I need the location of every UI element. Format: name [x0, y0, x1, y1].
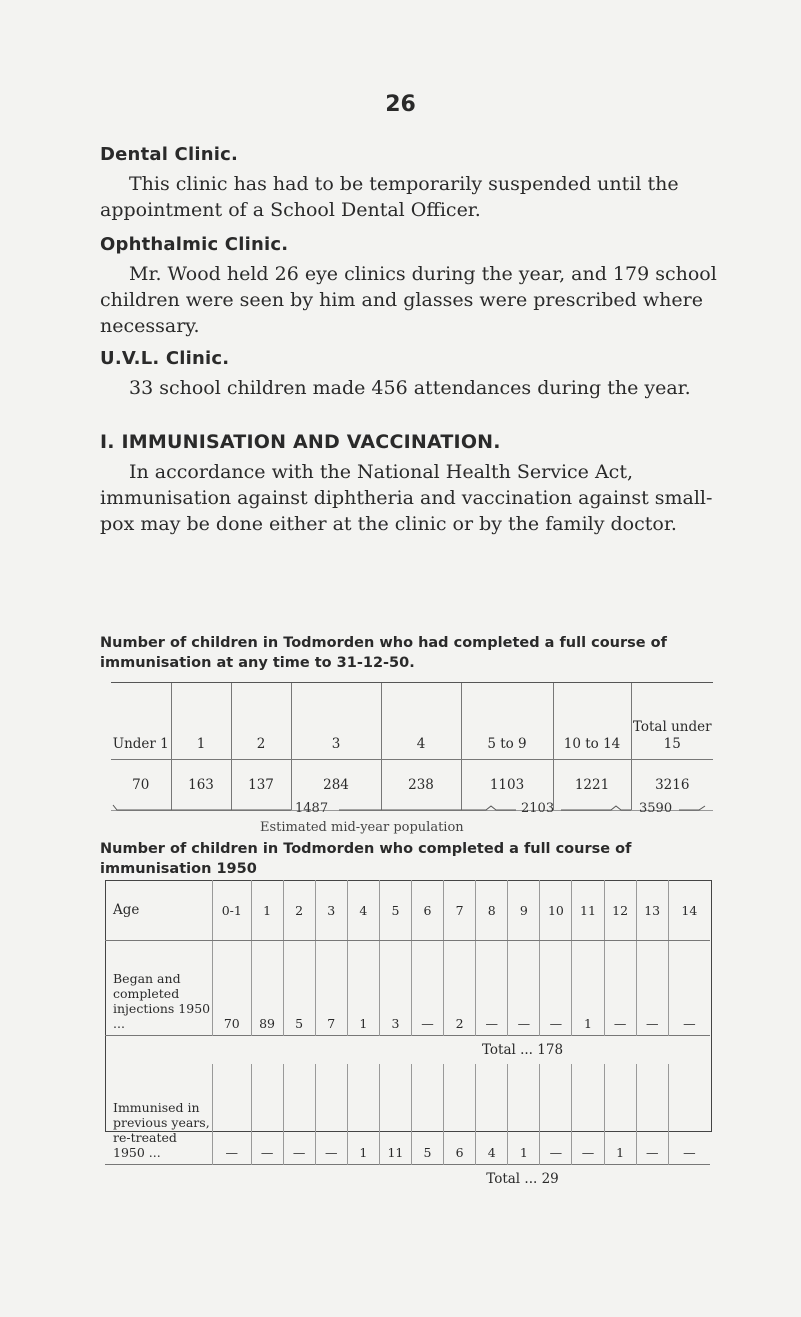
table2-began-row	[105, 941, 710, 1036]
table1-value-cell: 284	[291, 760, 381, 811]
age-label: Age	[105, 880, 213, 941]
began-cell: —	[668, 941, 710, 1036]
age-cell: 0-1	[213, 880, 252, 941]
began-cell: 1	[572, 941, 604, 1036]
age-cell: 3	[315, 880, 347, 941]
retreated-cell: 6	[444, 1064, 476, 1165]
retreated-cell: —	[315, 1064, 347, 1165]
began-cell: —	[508, 941, 540, 1036]
table1-header-row	[111, 683, 713, 760]
retreated-label: Immunised in previous years, re-treated 1950 ...	[113, 1100, 210, 1160]
retreated-cell: —	[213, 1064, 252, 1165]
began-cell: 89	[251, 941, 283, 1036]
retreated-cell: —	[251, 1064, 283, 1165]
table1-header-cell: 2	[231, 683, 291, 760]
table2-caption: Number of children in Todmorden who completed a full course of immunisation 1950	[100, 841, 632, 877]
table1-value-cell: 238	[381, 760, 461, 811]
table1-value-cell: 1103	[461, 760, 553, 811]
age-cell: 6	[411, 880, 443, 941]
immunisation-total-table	[111, 683, 713, 811]
ophthalmic-clinic-heading: Ophthalmic Clinic.	[100, 234, 289, 255]
age-cell: 1	[251, 880, 283, 941]
table1-header-cell: Under 1	[112, 736, 169, 752]
age-cell: 10	[540, 880, 572, 941]
age-cell: 13	[636, 880, 668, 941]
table1-header-cell: 10 to 14	[553, 683, 631, 760]
age-cell: 8	[476, 880, 508, 941]
immunisation-1950-table	[105, 880, 710, 1193]
table2-total-row-2	[105, 1165, 710, 1194]
uvl-clinic-section	[100, 348, 720, 401]
began-cell: 7	[315, 941, 347, 1036]
table1-header-cell: 3	[291, 683, 381, 760]
dental-clinic-text: This clinic has had to be temporarily suspended until the appointment of a School Dental Officer.	[100, 173, 679, 221]
group-total-under-5: 1487	[295, 801, 329, 816]
ophthalmic-clinic-text: Mr. Wood held 26 eye clinics during the year, and 179 school children were seen by him and glasses were prescribed where necessary.	[100, 263, 717, 337]
retreated-cell: —	[540, 1064, 572, 1165]
age-cell: 9	[508, 880, 540, 941]
dental-clinic-section	[100, 144, 720, 223]
began-cell: —	[540, 941, 572, 1036]
age-cell: 5	[379, 880, 411, 941]
retreated-cell: —	[668, 1064, 710, 1165]
began-cell: —	[604, 941, 636, 1036]
began-cell: —	[411, 941, 443, 1036]
page-number: 26	[385, 92, 416, 117]
began-cell: 1	[347, 941, 379, 1036]
table1-value-cell: 3216	[631, 760, 713, 811]
table1-value-cell: 1221	[553, 760, 631, 811]
began-cell: —	[636, 941, 668, 1036]
group-total-under-15: 3590	[639, 801, 673, 816]
retreated-cell: 11	[379, 1064, 411, 1165]
uvl-clinic-text: 33 school children made 456 attendances during the year.	[129, 377, 691, 399]
immunisation-text: In accordance with the National Health Service Act, immunisation against diphtheria and vaccination against small-pox may be done either at the clinic or by the family doctor.	[100, 461, 713, 535]
ophthalmic-clinic-section	[100, 234, 720, 339]
retreated-cell: 4	[476, 1064, 508, 1165]
uvl-clinic-heading: U.V.L. Clinic.	[100, 348, 230, 369]
age-cell: 11	[572, 880, 604, 941]
age-cell: 7	[444, 880, 476, 941]
age-cell: 14	[668, 880, 710, 941]
immunisation-section	[100, 431, 720, 537]
retreated-cell: 1	[508, 1064, 540, 1165]
table1-header-cell: 1	[171, 683, 231, 760]
table1-header-cell: Total under 15	[631, 683, 713, 760]
table1-caption: Number of children in Todmorden who had completed a full course of immunisation at any time to 31-12-50.	[100, 635, 667, 671]
retreated-cell: —	[283, 1064, 315, 1165]
estimated-population-note: Estimated mid-year population	[260, 820, 464, 835]
retreated-cell: 5	[411, 1064, 443, 1165]
table2-retreated-row	[105, 1064, 710, 1165]
age-cell: 2	[283, 880, 315, 941]
retreated-cell: 1	[604, 1064, 636, 1165]
began-cell: —	[476, 941, 508, 1036]
table2-age-row	[105, 880, 710, 941]
began-total: Total ... 178	[481, 1042, 564, 1058]
age-cell: 4	[347, 880, 379, 941]
began-cell: 70	[213, 941, 252, 1036]
age-cell: 12	[604, 880, 636, 941]
table1-value-cell: 137	[231, 760, 291, 811]
group-total-5-to-14: 2103	[521, 801, 555, 816]
table1-value-cell: 163	[171, 760, 231, 811]
table1-header-cell: 4	[381, 683, 461, 760]
began-cell: 3	[379, 941, 411, 1036]
retreated-total: Total ... 29	[486, 1171, 559, 1187]
table1-value-cell: 70	[111, 760, 171, 811]
retreated-cell: —	[636, 1064, 668, 1165]
began-cell: 5	[283, 941, 315, 1036]
began-cell: 2	[444, 941, 476, 1036]
began-completed-label: Began and completed injections 1950 ...	[113, 971, 211, 1031]
group-bracket-lines	[111, 801, 713, 821]
retreated-cell: 1	[347, 1064, 379, 1165]
table1-header-cell: 5 to 9	[461, 683, 553, 760]
immunisation-heading: I. IMMUNISATION AND VACCINATION.	[100, 431, 501, 453]
retreated-cell: —	[572, 1064, 604, 1165]
table2-total-row-1	[105, 1036, 710, 1065]
dental-clinic-heading: Dental Clinic.	[100, 144, 238, 165]
